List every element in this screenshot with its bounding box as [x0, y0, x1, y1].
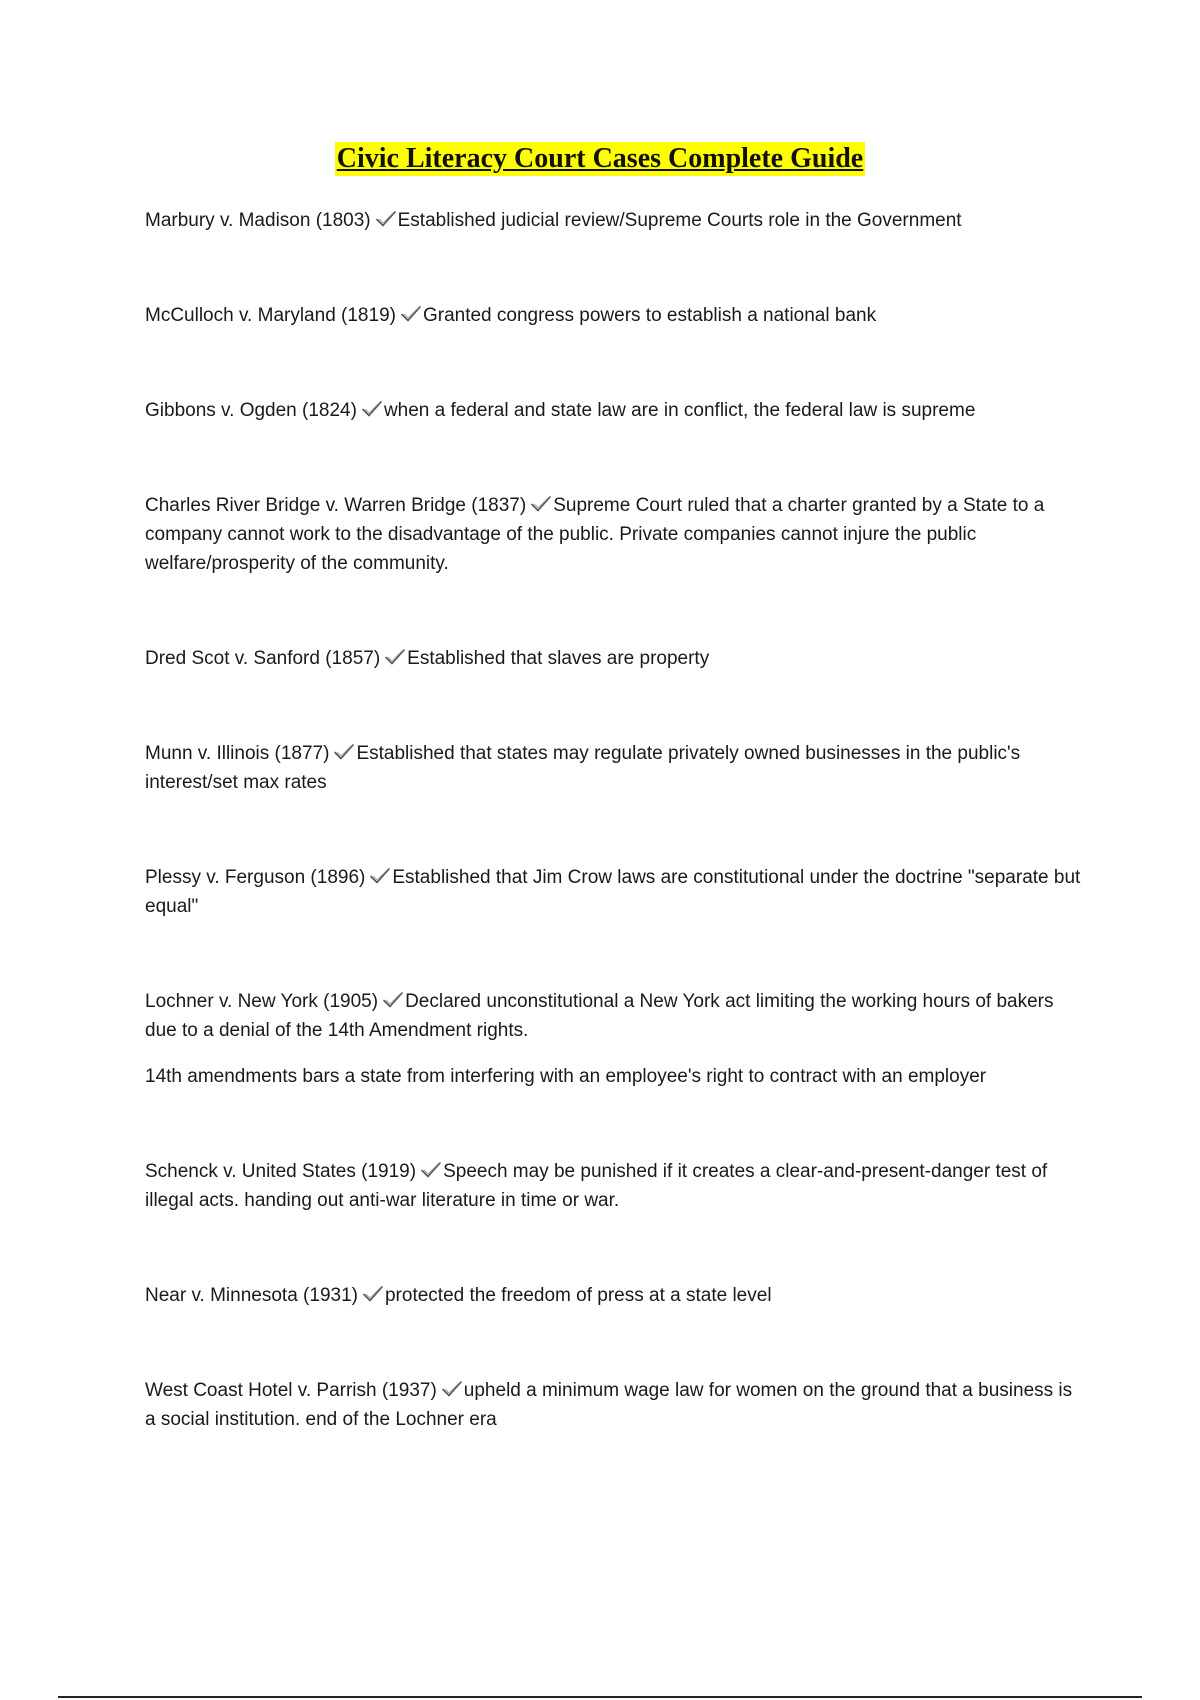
case-entry: [145, 206, 1085, 235]
case-description: Established that Jim Crow laws are constitutional under the doctrine "separate but equal": [145, 867, 1081, 917]
check-icon: [375, 209, 397, 229]
check-icon: [362, 1284, 384, 1304]
check-icon: [420, 1160, 442, 1180]
case-entry: [145, 863, 1085, 921]
case-text: [145, 206, 1085, 235]
case-text: [145, 301, 1085, 330]
check-icon: [441, 1379, 463, 1399]
case-entry: [145, 644, 1085, 673]
check-icon: [369, 866, 391, 886]
check-icon: [530, 494, 552, 514]
case-description: Established that slaves are property: [407, 648, 710, 669]
case-text: [145, 987, 1085, 1045]
case-description: Established judicial review/Supreme Courts role in the Government: [397, 210, 962, 231]
case-text: [145, 644, 1085, 673]
check-icon: [384, 647, 406, 667]
case-text: [145, 491, 1085, 578]
case-description: Supreme Court ruled that a charter granted by a State to a company cannot work to the disadvantage of the public. Private companies cannot injure the public welfare/prosperity of the community.: [145, 495, 1045, 574]
case-text: [145, 863, 1085, 921]
case-entry: [145, 491, 1085, 578]
case-name: Near v. Minnesota (1931): [145, 1285, 358, 1306]
case-description: Declared unconstitutional a New York act limiting the working hours of bakers due to a denial of the 14th Amendment rights.: [145, 991, 1054, 1041]
case-description: when a federal and state law are in conflict, the federal law is supreme: [383, 400, 976, 421]
case-description: Established that states may regulate privately owned businesses in the public's interest/set max rates: [145, 743, 1021, 793]
check-icon: [361, 399, 383, 419]
case-description: protected the freedom of press at a state level: [384, 1285, 772, 1306]
case-entry: [145, 739, 1085, 797]
case-text: [145, 1157, 1085, 1215]
case-text: [145, 739, 1085, 797]
footer-divider: [58, 1696, 1142, 1698]
case-entry: [145, 1281, 1085, 1310]
case-name: Dred Scot v. Sanford (1857): [145, 648, 381, 669]
document-title: Civic Literacy Court Cases Complete Guide: [336, 143, 864, 174]
case-name: West Coast Hotel v. Parrish (1937): [145, 1380, 437, 1401]
check-icon: [333, 742, 355, 762]
case-text: [145, 396, 1085, 425]
case-entry: [145, 1157, 1085, 1215]
case-description: upheld a minimum wage law for women on the ground that a business is a social institution. end of the Lochner era: [145, 1380, 1073, 1430]
case-name: Charles River Bridge v. Warren Bridge (1837): [145, 495, 527, 516]
case-name: McCulloch v. Maryland (1819): [145, 305, 396, 326]
case-entry: [145, 301, 1085, 330]
case-name: Gibbons v. Ogden (1824): [145, 400, 357, 421]
case-note: 14th amendments bars a state from interfering with an employee's right to contract with an employer: [145, 1066, 987, 1087]
case-name: Marbury v. Madison (1803): [145, 210, 371, 231]
check-icon: [400, 304, 422, 324]
case-name: Plessy v. Ferguson (1896): [145, 867, 366, 888]
case-list: [145, 206, 1085, 1434]
case-entry: [145, 987, 1085, 1091]
title-block: [0, 142, 1200, 176]
case-text: [145, 1281, 1085, 1310]
case-name: Schenck v. United States (1919): [145, 1161, 417, 1182]
case-name: Munn v. Illinois (1877): [145, 743, 330, 764]
check-icon: [382, 990, 404, 1010]
case-entry: [145, 1376, 1085, 1434]
case-description: Speech may be punished if it creates a clear-and-present-danger test of illegal acts. handing out anti-war literature in time or war.: [145, 1161, 1048, 1211]
case-description: Granted congress powers to establish a national bank: [422, 305, 877, 326]
case-entry: [145, 396, 1085, 425]
case-name: Lochner v. New York (1905): [145, 991, 379, 1012]
case-text: [145, 1376, 1085, 1434]
